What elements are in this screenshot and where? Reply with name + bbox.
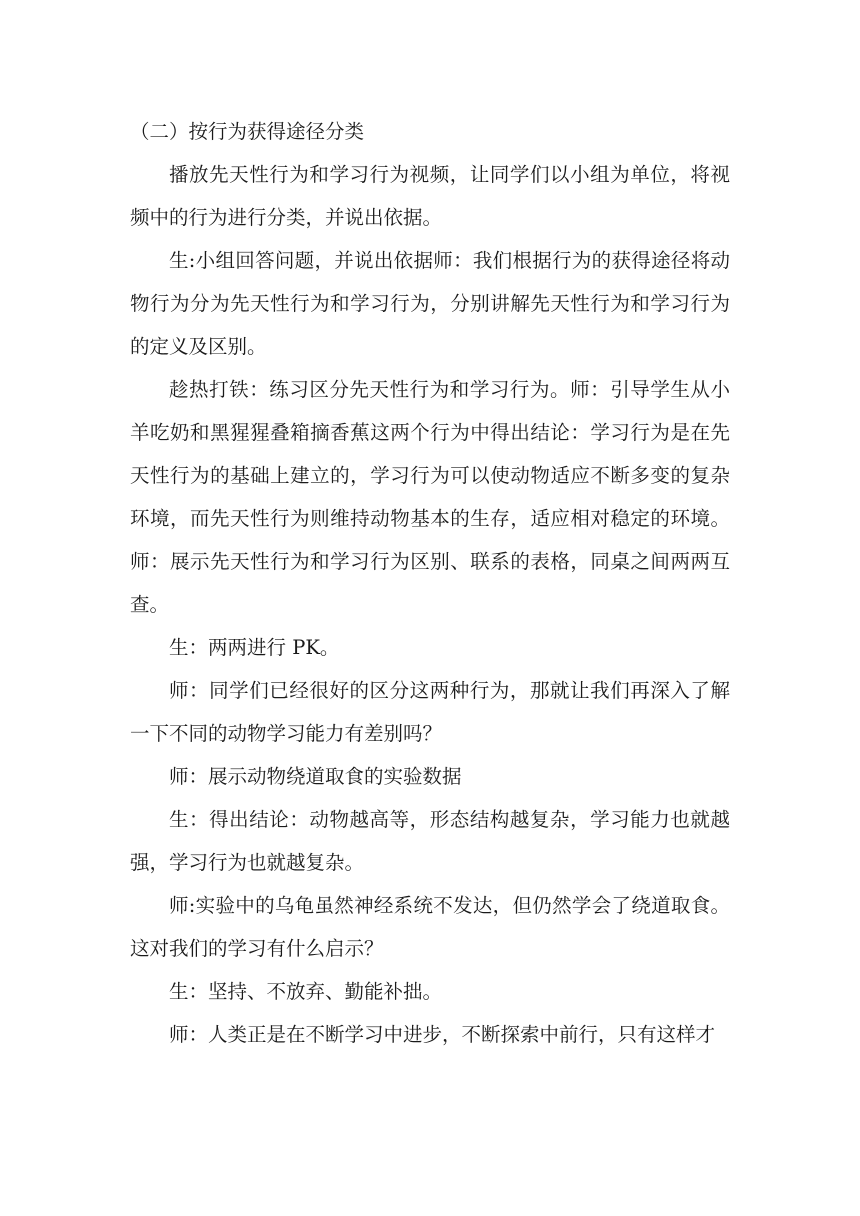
section-heading: （二）按行为获得途径分类	[130, 120, 365, 143]
paragraph-persistence: 生：坚持、不放弃、勤能补拙。	[169, 980, 443, 1003]
paragraph-practice: 趁热打铁：练习区分先天性行为和学习行为。师：引导学生从小羊吃奶和黑猩猩叠箱摘香蕉这两个行为中得出结论：学习行为是在先天性行为的基础上建立的，学习行为可以使动物适应不断多变的复杂环境，而先天性行为则维持动物基本的生存，适应相对稳定的环境。师：展示先天性行为和学习行为区别、联系的表格，同桌之间两两互查。	[130, 378, 730, 616]
paragraph-human-learning: 师：人类正是在不断学习中进步，不断探索中前行，只有这样才	[169, 1023, 716, 1046]
paragraph-turtle: 师:实验中的乌龟虽然神经系统不发达，但仍然学会了绕道取食。这对我们的学习有什么启示？	[130, 894, 730, 960]
paragraph-conclusion: 生：得出结论：动物越高等，形态结构越复杂，学习能力也就越强，学习行为也就越复杂。	[130, 808, 730, 874]
document-body	[130, 110, 730, 1056]
paragraph-video-classification: 播放先天性行为和学习行为视频，让同学们以小组为单位，将视频中的行为进行分类，并说出依据。	[130, 163, 730, 229]
paragraph-pk: 生：两两进行 PK。	[169, 636, 340, 659]
paragraph-student-answer: 生:小组回答问题，并说出依据师：我们根据行为的获得途径将动物行为分为先天性行为和学习行为，分别讲解先天性行为和学习行为的定义及区别。	[130, 249, 730, 358]
paragraph-experiment-data: 师：展示动物绕道取食的实验数据	[169, 765, 462, 788]
paragraph-learning-ability-question: 师：同学们已经很好的区分这两种行为，那就让我们再深入了解一下不同的动物学习能力有差别吗？	[130, 679, 730, 745]
